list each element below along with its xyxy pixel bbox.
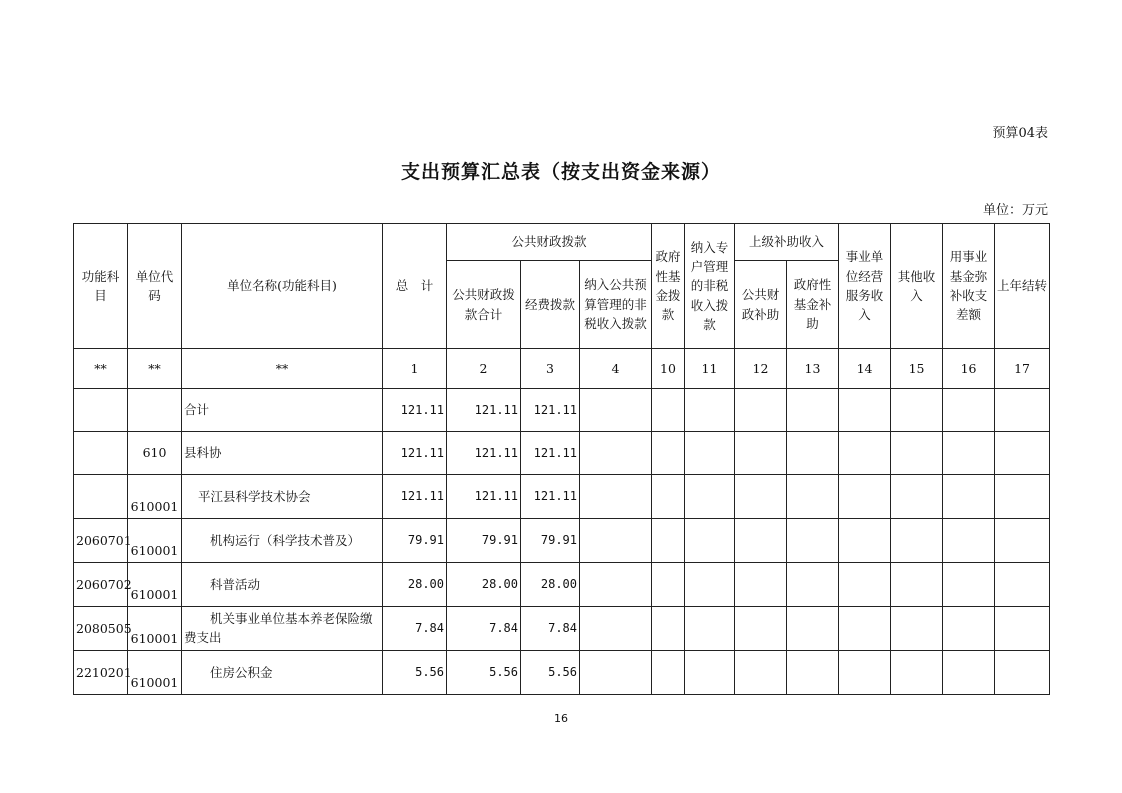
header-gov-fund-subsidy: 政府性基金补助 — [787, 261, 839, 349]
header-public-fiscal-total: 公共财政拨款合计 — [447, 261, 521, 349]
fund-alloc-cell: 121.11 — [521, 432, 580, 475]
total-cell: 121.11 — [383, 389, 447, 432]
fund-alloc-cell: 5.56 — [521, 651, 580, 695]
index-cell: 13 — [787, 349, 839, 389]
public-fiscal-total-cell: 28.00 — [447, 563, 521, 607]
index-cell: ** — [74, 349, 128, 389]
unit-label: 单位：万元 — [982, 203, 1048, 218]
public-fiscal-total-cell: 121.11 — [447, 389, 521, 432]
header-unit-code: 单位代码 — [128, 224, 182, 349]
unit-name-cell: 住房公积金 — [182, 651, 383, 695]
fund-alloc-cell: 28.00 — [521, 563, 580, 607]
table-row — [74, 519, 1050, 563]
form-number: 预算04表 — [992, 126, 1048, 141]
header-gov-fund: 政府性基金拨款 — [652, 224, 685, 349]
total-cell: 7.84 — [383, 607, 447, 651]
unit-code-cell: 610001 — [128, 607, 182, 651]
index-cell: 2 — [447, 349, 521, 389]
index-cell: ** — [128, 349, 182, 389]
table-row — [74, 607, 1050, 651]
budget-table — [73, 223, 1050, 695]
public-fiscal-total-cell: 79.91 — [447, 519, 521, 563]
header-superior-subsidy: 上级补助收入 — [735, 224, 839, 261]
table-row — [74, 475, 1050, 519]
index-row — [74, 349, 1050, 389]
header-business-income: 事业单位经营服务收入 — [839, 224, 891, 349]
public-fiscal-total-cell: 121.11 — [447, 475, 521, 519]
public-fiscal-total-cell: 5.56 — [447, 651, 521, 695]
unit-name-cell: 机关事业单位基本养老保险缴费支出 — [182, 607, 383, 651]
index-cell: 16 — [943, 349, 995, 389]
total-cell: 5.56 — [383, 651, 447, 695]
total-cell: 121.11 — [383, 432, 447, 475]
func-code-cell — [74, 475, 128, 519]
index-cell: 17 — [995, 349, 1050, 389]
public-fiscal-total-cell: 121.11 — [447, 432, 521, 475]
func-code-cell — [74, 389, 128, 432]
header-unit-name: 单位名称(功能科目) — [182, 224, 383, 349]
index-cell: 10 — [652, 349, 685, 389]
header-nontax-alloc: 纳入公共预算管理的非税收入拨款 — [580, 261, 652, 349]
public-fiscal-total-cell: 7.84 — [447, 607, 521, 651]
func-code-cell: 2080505 — [74, 607, 128, 651]
unit-name-cell: 合计 — [182, 389, 383, 432]
header-carryover: 上年结转 — [995, 224, 1050, 349]
header-func-code: 功能科目 — [74, 224, 128, 349]
unit-name-cell: 机构运行（科学技术普及） — [182, 519, 383, 563]
header-fund-alloc: 经费拨款 — [521, 261, 580, 349]
header-total: 总 计 — [383, 224, 447, 349]
index-cell: 15 — [891, 349, 943, 389]
unit-name-cell: 科普活动 — [182, 563, 383, 607]
total-cell: 79.91 — [383, 519, 447, 563]
table-row — [74, 432, 1050, 475]
header-public-subsidy: 公共财政补助 — [735, 261, 787, 349]
table-row — [74, 389, 1050, 432]
unit-code-cell: 610001 — [128, 651, 182, 695]
page-number: 16 — [554, 712, 568, 725]
header-public-fiscal: 公共财政拨款 — [447, 224, 652, 261]
fund-alloc-cell: 121.11 — [521, 389, 580, 432]
total-cell: 28.00 — [383, 563, 447, 607]
header-fund-balance: 用事业基金弥补收支差额 — [943, 224, 995, 349]
fund-alloc-cell: 121.11 — [521, 475, 580, 519]
header-other-income: 其他收入 — [891, 224, 943, 349]
index-cell: 4 — [580, 349, 652, 389]
fund-alloc-cell: 7.84 — [521, 607, 580, 651]
unit-name-cell: 县科协 — [182, 432, 383, 475]
func-code-cell: 2060701 — [74, 519, 128, 563]
total-cell: 121.11 — [383, 475, 447, 519]
page-title: 支出预算汇总表（按支出资金来源） — [400, 161, 721, 183]
unit-name-cell: 平江县科学技术协会 — [182, 475, 383, 519]
index-cell: 3 — [521, 349, 580, 389]
index-cell: ** — [182, 349, 383, 389]
index-cell: 14 — [839, 349, 891, 389]
func-code-cell: 2060702 — [74, 563, 128, 607]
table-row — [74, 651, 1050, 695]
unit-code-cell: 610 — [128, 432, 182, 475]
unit-code-cell — [128, 389, 182, 432]
index-cell: 11 — [685, 349, 735, 389]
unit-code-cell: 610001 — [128, 519, 182, 563]
func-code-cell — [74, 432, 128, 475]
index-cell: 12 — [735, 349, 787, 389]
unit-code-cell: 610001 — [128, 475, 182, 519]
unit-code-cell: 610001 — [128, 563, 182, 607]
header-special-nontax: 纳入专户管理的非税收入拨款 — [685, 224, 735, 349]
index-cell: 1 — [383, 349, 447, 389]
fund-alloc-cell: 79.91 — [521, 519, 580, 563]
table-row — [74, 563, 1050, 607]
func-code-cell: 2210201 — [74, 651, 128, 695]
